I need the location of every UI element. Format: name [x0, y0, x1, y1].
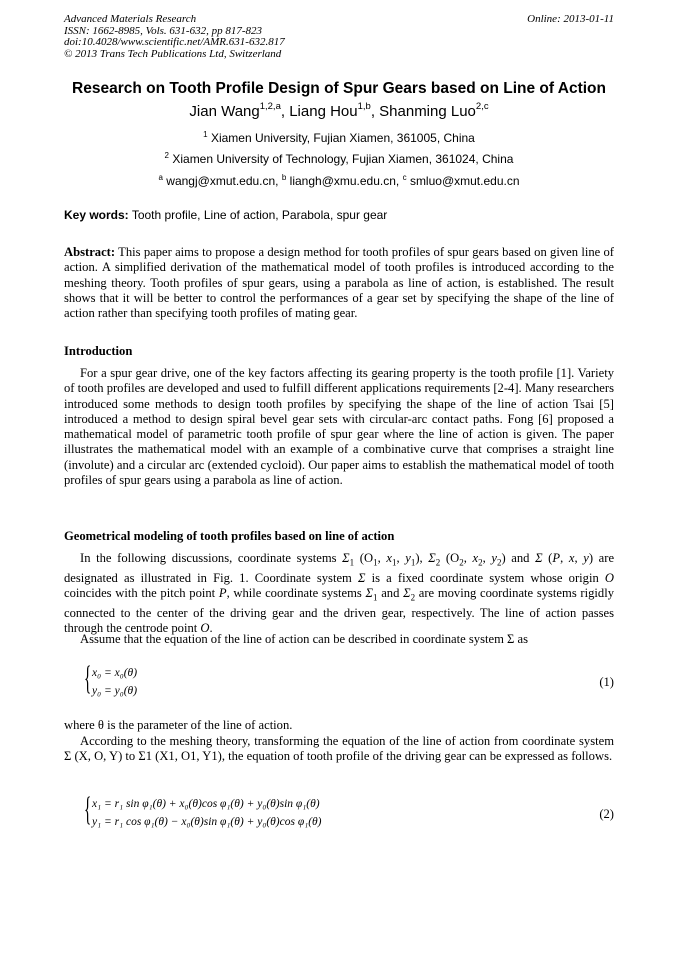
keywords-text: Tooth profile, Line of action, Parabola, spur gear — [131, 208, 388, 222]
geometry-paragraph-1: In the following discussions, coordinate systems $\Sigma_1$ ($O_1$, $x_1$, $y_1$), $\Sigma_2$ ($O_2$, $x_2$, $y_2$) and Σ (P, x, y) are designated as illustrated in Fig. 1. Coordinate system Σ is a fixed coordinate system whose origin O coincides with the pitch point P, while coordinate systems $\Sigma_1$ and $\Sigma_2$ are moving coordinate systems rigidly connected to the center of the driving gear and the driven gear, respectively. The line of action passes through the centrode point O. — [64, 551, 615, 636]
doi: doi:10.4028/www.scientific.net/AMR.631-632.817 — [64, 36, 285, 48]
text-run: is a fixed coordinate system whose origin — [365, 570, 605, 585]
section-heading-geometry: Geometrical modeling of tooth profiles based on line of action — [64, 529, 395, 543]
author-name: Shanming Luo — [379, 103, 476, 120]
email-sup: b — [281, 173, 287, 182]
keywords-label: Key words: — [64, 208, 129, 222]
brace-glyph: { — [84, 791, 92, 828]
geometry-paragraph-2: Assume that the equation of the line of action can be described in coordinate system Σ as — [80, 632, 528, 646]
affiliation-text: Xiamen University of Technology, Fujian Xiamen, 361024, China — [172, 152, 514, 166]
online-date: Online: 2013-01-11 — [527, 13, 614, 25]
text-run: coincides with the pitch point — [64, 586, 219, 601]
email-link[interactable]: wangj@xmut.edu.cn, — [166, 174, 279, 188]
where-sentence: where θ is the parameter of the line of action. — [64, 718, 293, 732]
equation-line: y₀ = y₀(θ) — [92, 685, 138, 697]
text-run: are designated as illustrated in Fig. 1. Coordinate system — [64, 551, 615, 585]
text-run: and — [377, 586, 404, 601]
equation-line: x₀ = x₀(θ) — [92, 667, 138, 679]
email-link[interactable]: liangh@xmu.edu.cn, — [289, 174, 400, 188]
author-name: Jian Wang — [189, 103, 260, 120]
keywords — [64, 208, 387, 222]
text-run: ) and — [501, 551, 536, 565]
geometry-paragraph-3: According to the meshing theory, transforming the equation of the line of action from coordinate system Σ (X, O, Y) to Σ1 (X1, O1, Y1), the equation of tooth profile of the driving gear can be expressed as follows. — [64, 734, 614, 764]
issn: ISSN: 1662-8985, Vols. 631-632, pp 817-823 — [64, 24, 262, 37]
text-run: (O — [445, 551, 460, 565]
affiliation-sup: 1 — [203, 130, 208, 139]
journal-header — [64, 14, 285, 60]
equation-line: x₁ = r₁ sin φ₁(θ) + x₀(θ)cos φ₁(θ) + y₀(θ)sin φ₁(θ) — [92, 798, 320, 810]
author-sup: 2,c — [475, 101, 489, 112]
affiliation-1 — [0, 131, 678, 145]
section-heading-introduction: Introduction — [64, 344, 133, 358]
author-list: Jian Wang$^{1,2,a}$, Liang Hou$^{1,b}$, Shanming Luo$^{2,c}$ — [189, 101, 489, 120]
affiliation-sup: 2 — [164, 151, 169, 160]
copyright: © 2013 Trans Tech Publications Ltd, Switzerland — [64, 47, 282, 60]
affiliation-2 — [0, 152, 678, 166]
author-sup: 1,2,a — [259, 101, 281, 112]
abstract-text: This paper aims to propose a design method for tooth profiles of spur gears based on given line of action. A simplified derivation of the mathematical model of tooth profiles is introduced according to the meshing theory. Tooth profiles of spur gears, using a parabola as line of action, is established. The result shows that it will be better to control the performances of a gear set by specifying the shape of the line of action rather than specifying tooth profiles of mating gear. — [64, 245, 614, 321]
author-name: Liang Hou — [289, 103, 358, 120]
author-emails — [0, 174, 678, 188]
equation-number: (1) — [599, 675, 614, 689]
brace-glyph: { — [84, 660, 92, 697]
email-link[interactable]: smluo@xmut.edu.cn — [409, 174, 520, 188]
text-run: (O — [359, 551, 374, 565]
abstract-label: Abstract: — [64, 245, 116, 259]
text-run: . — [209, 621, 213, 636]
equation-line: y₁ = r₁ cos φ₁(θ) − x₀(θ)sin φ₁(θ) + y₀(θ)cos φ₁(θ) — [92, 816, 322, 828]
text-run: , while coordinate systems — [226, 586, 366, 601]
journal-name: Advanced Materials Research — [64, 13, 197, 25]
affiliation-text: Xiamen University, Fujian Xiamen, 361005, China — [210, 131, 475, 145]
paper-title: Research on Tooth Profile Design of Spur Gears based on Line of Action — [72, 80, 606, 97]
text-run: are moving coordinate systems rigidly connected to the center of the driving gear and the driven gear, respectively. The line of action passes through the centrode point — [64, 586, 614, 636]
email-sup: c — [402, 173, 407, 182]
author-sup: 1,b — [357, 101, 371, 112]
equation-number: (2) — [599, 807, 614, 821]
text-run: In the following discussions, coordinate systems — [80, 551, 343, 565]
introduction-paragraph: For a spur gear drive, one of the key factors affecting its gearing property is the tooth profile [1]. Variety of tooth profiles are developed and used to fulfill different applications requirements [2-4]. Many researchers introduced some methods to design tooth profiles by specifying the shape of the line of action Tsai [5] introduced a method to design spiral bevel gear sets with circular-arc contact paths. Fong [6] proposed a mathematical model of parametric tooth profile of spur gear where the line of action is given. The paper illustrates the mathematical model with an example of a combinative curve that comprises a straight line (involute) and a circular arc (extended cycloid). Our paper aims to establish the mathematical model of tooth profiles of spur gears using a parabola as line of action. — [64, 366, 614, 488]
abstract — [64, 245, 614, 321]
email-sup: a — [158, 173, 163, 182]
text-run: ), — [415, 551, 429, 565]
